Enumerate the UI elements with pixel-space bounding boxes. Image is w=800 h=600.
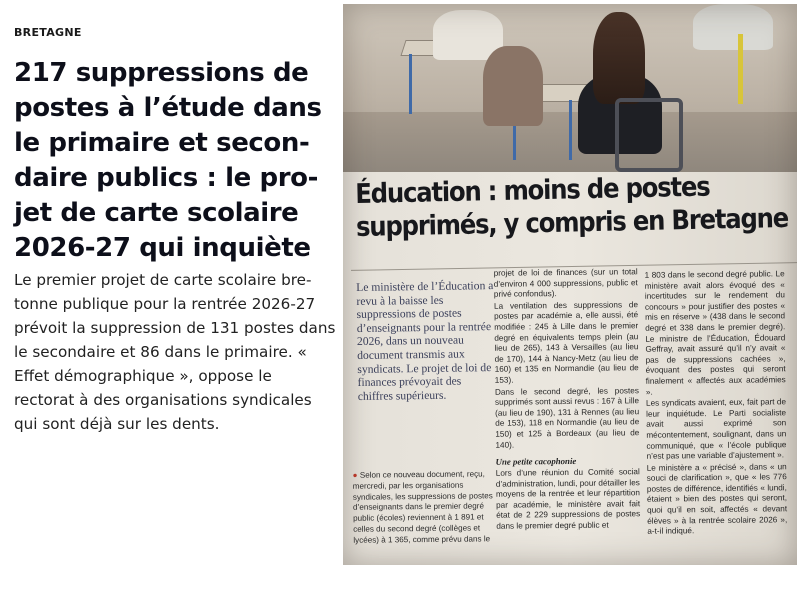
newspaper-headline: Éducation : moins de postes supprimés, y compris en Bretagne — [355, 171, 789, 243]
article-headline[interactable]: 217 suppressions de postes à l’étude dans le primaire et secon-daire publics : le pro-jet de carte scolaire 2026-27 qui inquiète — [14, 58, 322, 263]
lead-text: Selon ce nouveau document, reçu, mercredi, par les organisations syndicales, les suppressions de postes d’enseignants dans le premier degré public (écoles) reviennent à 1 891 et celles du second degré (collèges et lycées) à 1 365, comme prévu dans le — [352, 469, 493, 545]
newspaper-lead-paragraph — [353, 469, 504, 546]
column-paragraph: projet de loi de finances (sur un total d’environ 4 000 suppressions, public et privé confondus). — [493, 267, 638, 299]
column-subhead: Une petite cacophonie — [495, 456, 577, 467]
column-paragraph: Le ministère a « précisé », dans « un souci de clarification », que « les 776 postes de différence, identifiés « lundi, étaient » bien des postes qui seront, quoi qu’il en soit, affectés « devant élèves » à la rentrée scolaire 2026 », a-t-il indiqué. — [646, 461, 788, 536]
article-lede: Le premier projet de carte scolaire bre-tonne publique pour la rentrée 2026-27 prévoit la suppression de 131 postes dans le secondaire et 86 dans le primaire. « Effet démographique », oppose le rectorat à des organisations syndicales qui sont déjà sur les dents. — [14, 271, 336, 433]
column-paragraph: 1 803 dans le second degré public. Le ministère avait alors évoqué des « incertitudes sur le rendement du concours » pour justifier des postes « mis en réserve » (438 dans le second degré et 338 dans le premier degré). Le ministre de l’Éducation, Édouard Geffray, avait assuré qu’il n’y avait « pas de suppressions cachées », évoquant des postes qui seront finalement « affectés aux académies ». — [644, 269, 786, 397]
column-paragraph: Lors d’une réunion du Comité social d’administration, lundi, pour détailler les moyens de la rentrée et leur répartition par académie, le ministère avait fait état de 2 229 suppressions de postes dans le premier degré public et — [495, 467, 641, 531]
newspaper-column-2 — [494, 267, 641, 533]
bullet-icon: ● — [352, 470, 360, 480]
column-paragraph: Dans le second degré, les postes supprimés sont aussi revus : 167 à Lille (au lieu de 190), 131 à Rennes (au lieu de 153), 118 en Normandie (au lieu de 150) et 125 à Bordeaux (au lieu de 140). — [494, 385, 640, 450]
newspaper-photo[interactable] — [343, 4, 797, 565]
classroom-photo — [343, 4, 797, 172]
article-kicker: BRETAGNE — [14, 26, 82, 39]
newspaper-column-3 — [645, 269, 788, 538]
newspaper-intro: Le ministère de l’Éducation a revu à la baisse les suppressions de postes d’enseignants pour la rentrée 2026, dans un nouveau document transmis aux syndicats. Le projet de loi de finances prévoyait des chiffres supérieurs. — [356, 279, 494, 403]
column-paragraph: La ventilation des suppressions de postes par académie a, elle aussi, été modifiée : 245 à Lille dans le premier degré en équivalents temps plein (au lieu de 265), 143 à Versailles (au lieu de 170), 144 à Nancy-Metz (au lieu de 160) et 135 en Normandie (au lieu de 153). — [493, 300, 639, 385]
column-paragraph: Les syndicats avaient, eux, fait part de leur inquiétude. Le Parti socialiste avait aussi exprimé son mécontentement, soulignant, dans un communiqué, que « l’école publique n’est pas une variable d’ajustement ». — [645, 397, 787, 461]
